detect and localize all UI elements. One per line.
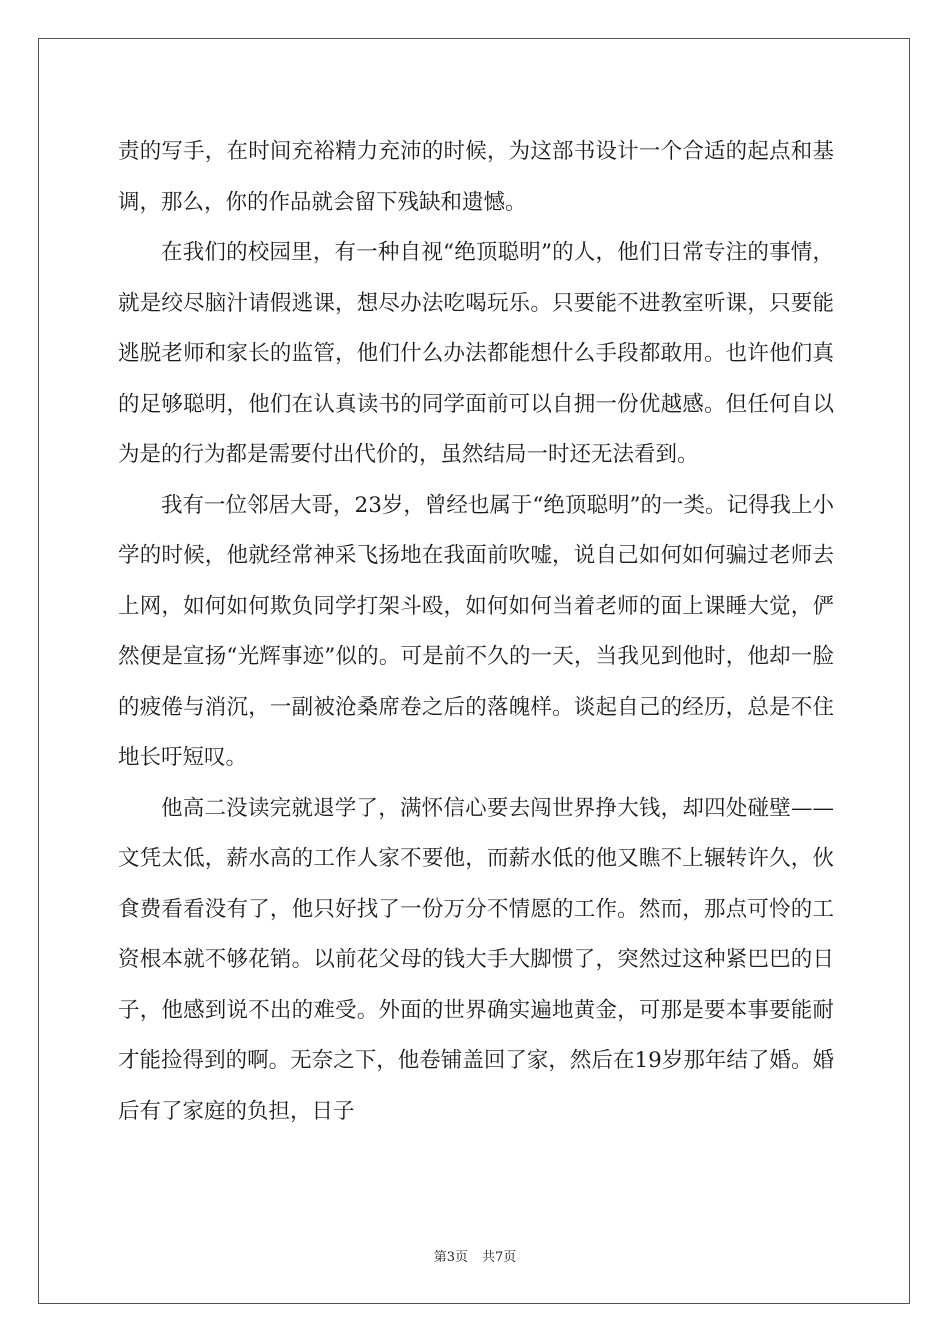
page-total: 共7页: [482, 1250, 517, 1265]
page-footer: [0, 1246, 950, 1265]
paragraph-4: 他高二没读完就退学了，满怀信心要去闯世界挣大钱，却四处碰壁——文凭太低，薪水高的工作人家不要他，而薪水低的他又瞧不上辗转许久，伙食费看看没有了，他只好找了一份万分不情愿的工作。然而，那点可怜的工资根本就不够花销。以前花父母的钱大手大脚惯了，突然过这种紧巴巴的日子，他感到说不出的难受。外面的世界确实遍地黄金，可那是要本事要能耐才能捡得到的啊。无奈之下，他卷铺盖回了家，然后在19岁那年结了婚。婚后有了家庭的负担，日子: [118, 795, 834, 1124]
page-number: 第3页: [433, 1250, 468, 1265]
paragraph-3: 我有一位邻居大哥，23岁，曾经也属于“绝顶聪明”的一类。记得我上小学的时候，他就经常神采飞扬地在我面前吹嘘，说自己如何如何骗过老师去上网，如何如何欺负同学打架斗殴，如何如何当着老师的面上课睡大觉，俨然便是宣扬“光辉事迹”似的。可是前不久的一天，当我见到他时，他却一脸的疲倦与消沉，一副被沧桑席卷之后的落魄样。谈起自己的经历，总是不住地长吁短叹。: [118, 492, 834, 770]
document-body: [118, 127, 834, 1137]
paragraph-2: 在我们的校园里，有一种自视“绝顶聪明”的人，他们日常专注的事情，就是绞尽脑汁请假逃课，想尽办法吃喝玩乐。只要能不进教室听课，只要能逃脱老师和家长的监管，他们什么办法都能想什么手段都敢用。也许他们真的足够聪明，他们在认真读书的同学面前可以自拥一份优越感。但任何自以为是的行为都是需要付出代价的，虽然结局一时还无法看到。: [118, 240, 834, 467]
paragraph-1: 责的写手，在时间充裕精力充沛的时候，为这部书设计一个合适的起点和基调，那么，你的作品就会留下残缺和遗憾。: [118, 139, 834, 215]
